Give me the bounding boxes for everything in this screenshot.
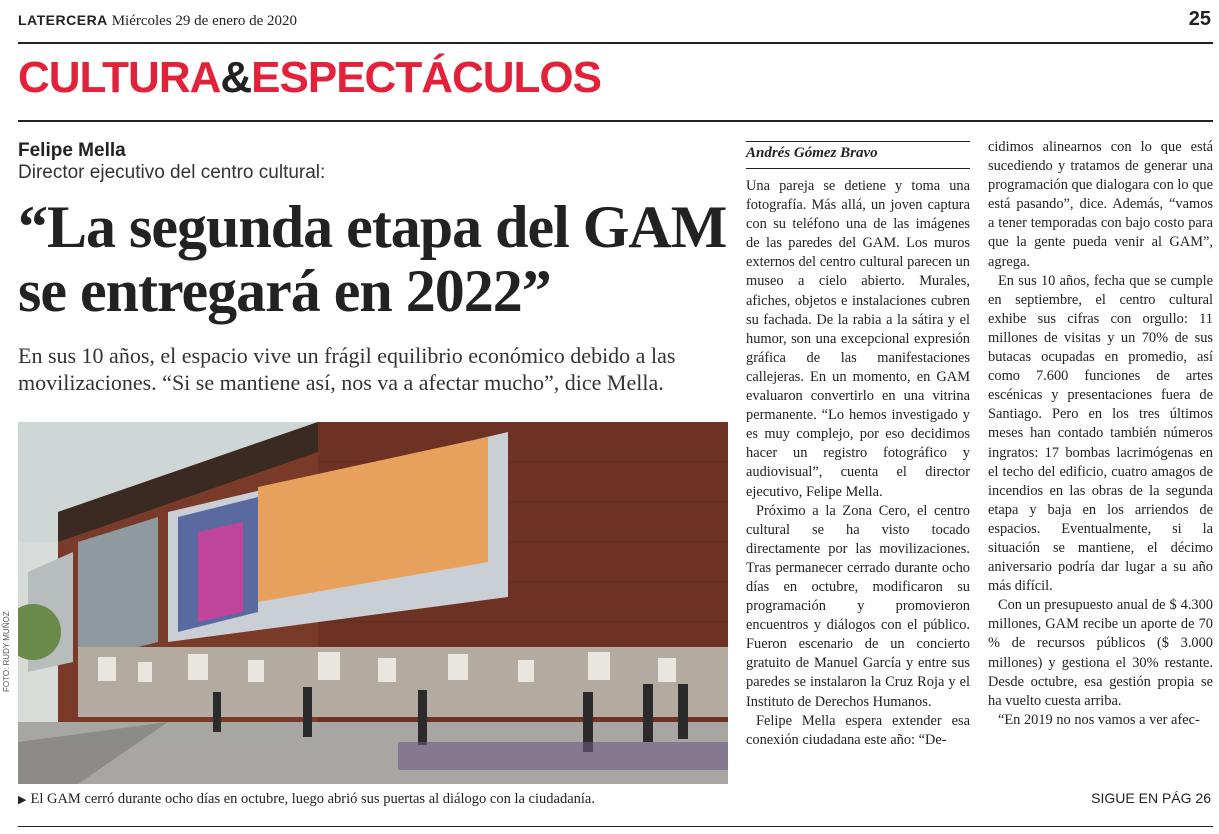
publication-header (18, 12, 297, 30)
body-paragraph: “En 2019 no nos vamos a ver afec- (998, 711, 1200, 728)
byline-rule-top (746, 141, 970, 142)
body-paragraph: Felipe Mella espera extender esa conexión ciudadana este año: “De- (746, 712, 970, 748)
photo-caption (18, 791, 595, 808)
interviewee-name: Felipe Mella (18, 140, 126, 161)
section-title-amp: & (220, 53, 252, 102)
body-paragraph: Próximo a la Zona Cero, el centro cultural se ha visto tocado directamente por las movilizaciones. Tras permanecer cerrado durante ocho días en octubre, modificaron su programación y promovieron encuentros y diálogos con el público. Fueron escenario de un concierto gratuito de Manuel García y entre sus paredes se instalaron la Cruz Roja y el Instituto de Derechos Humanos. (746, 502, 970, 710)
header-rule (18, 42, 1213, 44)
photo-credit: FOTO: RUDY MUÑOZ (2, 611, 11, 692)
body-paragraph: Una pareja se detiene y toma una fotografía. Más allá, un joven captura con su teléfono una de las imágenes de las paredes del GAM. Los muros externos del centro cultural parecen un museo a cielo abierto. Murales, afiches, objetos e instalaciones cubren su fachada. De la rabia a la sátira y el humor, son una excepcional expresión gráfica de las manifestaciones callejeras. En un momento, en GAM evaluaron convertirlo en una vitrina permanente. “Lo hemos investigado y es muy complejo, por eso decidimos hacer un registro fotográfico y audiovisual”, cuenta el director ejecutivo, Felipe Mella. (746, 178, 970, 500)
section-title-part1: CULTURA (18, 53, 221, 102)
caption-text: El GAM cerró durante ocho días en octubre, luego abrió sus puertas al diálogo con la ciudadanía. (30, 791, 595, 807)
gam-building-photo (18, 422, 728, 784)
section-rule (18, 120, 1213, 122)
caption-triangle-icon: ▶ (18, 794, 27, 806)
byline: Andrés Gómez Bravo (746, 145, 878, 161)
interviewee-role: Director ejecutivo del centro cultural: (18, 162, 326, 183)
page-number: 25 (1188, 8, 1211, 30)
body-paragraph: cidimos alinearnos con lo que está sucediendo y tratamos de generar una programación que dialogara con lo que está pasando”, dice. Además, “vamos a tener temporadas con bajo costo para que la gente pueda venir al GAM”, agrega. (988, 139, 1213, 270)
headline: “La segunda etapa del GAM se entregará en 2022” (18, 194, 727, 324)
section-title (18, 53, 601, 102)
newspaper-brand: LATERCERA (18, 12, 108, 28)
byline-rule-bottom (746, 168, 970, 169)
photo-illustration (18, 422, 728, 784)
continuation-note: SIGUE EN PÁG 26 (1091, 790, 1211, 806)
body-column-2 (988, 138, 1213, 730)
issue-date: Miércoles 29 de enero de 2020 (111, 13, 298, 29)
body-paragraph: Con un presupuesto anual de $ 4.300 millones, GAM recibe un aporte de 70 % de recursos públicos ($ 3.000 millones) y gestiona el 30% restante. Desde octubre, esa gestión propia se ha vuelto cuesta arriba. (988, 597, 1213, 709)
dek: En sus 10 años, el espacio vive un frágil equilibrio económico debido a las movilizaciones. “Si se mantiene así, nos va a afectar mucho”, dice Mella. (18, 343, 676, 395)
footer-rule (18, 826, 1213, 827)
body-paragraph: En sus 10 años, fecha que se cumple en septiembre, el centro cultural exhibe sus cifras con orgullo: 11 millones de visitas y un 70% de sus butacas ocupadas en promedio, así como 7.600 funciones de artes escénicas y presentaciones fuera de Santiago. Pero en los tres últimos meses han contado también números ingratos: 17 bombas lacrimógenas en el techo del edificio, cuatro amagos de incendios en las obras de la segunda etapa y baja en los arriendos de espacios. Eventualmente, si la situación se mantiene, el décimo aniversario podría dar lugar a su año más difícil. (988, 272, 1213, 595)
body-column-1 (746, 177, 970, 750)
section-title-part2: ESPECTÁCULOS (251, 53, 601, 102)
